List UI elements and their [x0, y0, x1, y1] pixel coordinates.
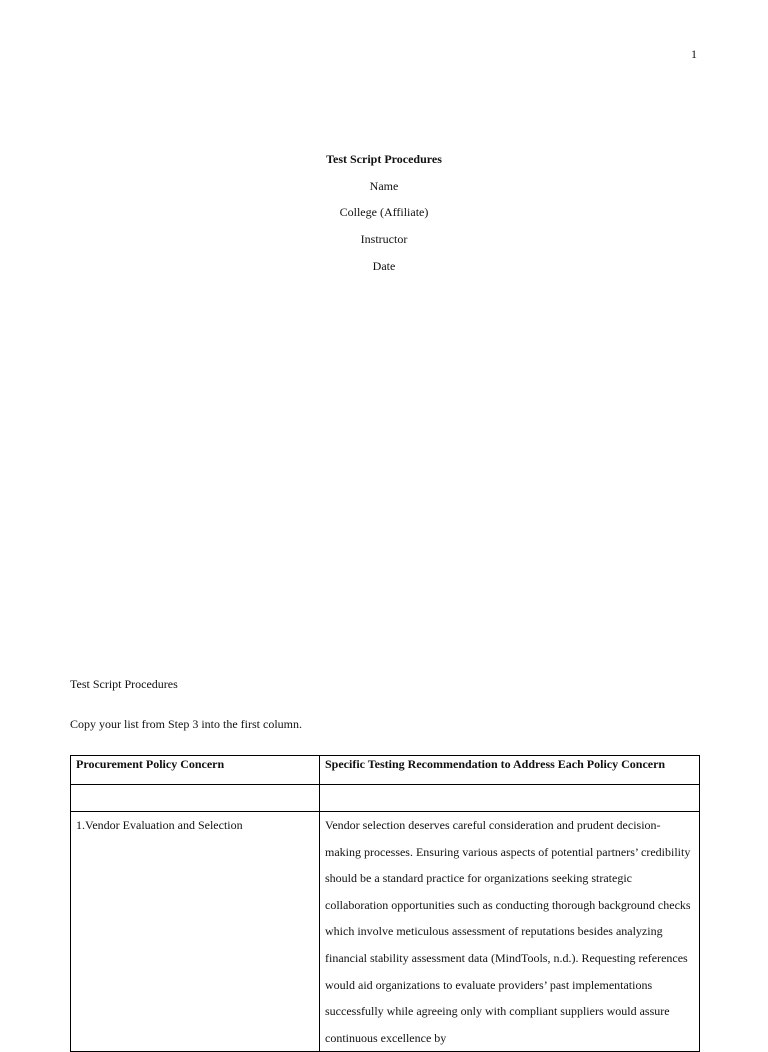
table-row: [71, 812, 700, 1052]
section-heading: Test Script Procedures: [70, 677, 178, 691]
college-affiliate: College (Affiliate): [339, 205, 429, 220]
table-header-row: [71, 756, 700, 785]
author-name: Name: [369, 178, 399, 193]
table-cell-empty: [320, 785, 700, 812]
table-cell-empty: [71, 785, 320, 812]
title-block: [0, 146, 768, 280]
table-row-empty: [71, 785, 700, 812]
column-header-concern: Procurement Policy Concern: [71, 756, 320, 785]
instruction-text: Copy your list from Step 3 into the first column.: [70, 717, 302, 731]
column-header-recommendation: Specific Testing Recommendation to Address Each Policy Concern: [320, 756, 700, 785]
instructor-name: Instructor: [360, 232, 408, 247]
policy-table: [70, 755, 700, 1052]
page-number: 1: [691, 47, 697, 61]
testing-recommendation-cell: Vendor selection deserves careful consideration and prudent decision-making processes. Ensuring various aspects of potential partners’ credibility should be a standard practice for organizations seeking strategic collaboration opportunities such as conducting thorough background checks which involve meticulous assessment of reputations besides analyzing financial stability assessment data (MindTools, n.d.). Requesting references would aid organizations to evaluate providers’ past implementations successfully while agreeing only with compliant suppliers would assure continuous excellence by: [320, 812, 700, 1052]
policy-concern-cell: 1.Vendor Evaluation and Selection: [71, 812, 320, 1052]
document-date: Date: [372, 258, 396, 273]
document-title: Test Script Procedures: [326, 152, 442, 166]
